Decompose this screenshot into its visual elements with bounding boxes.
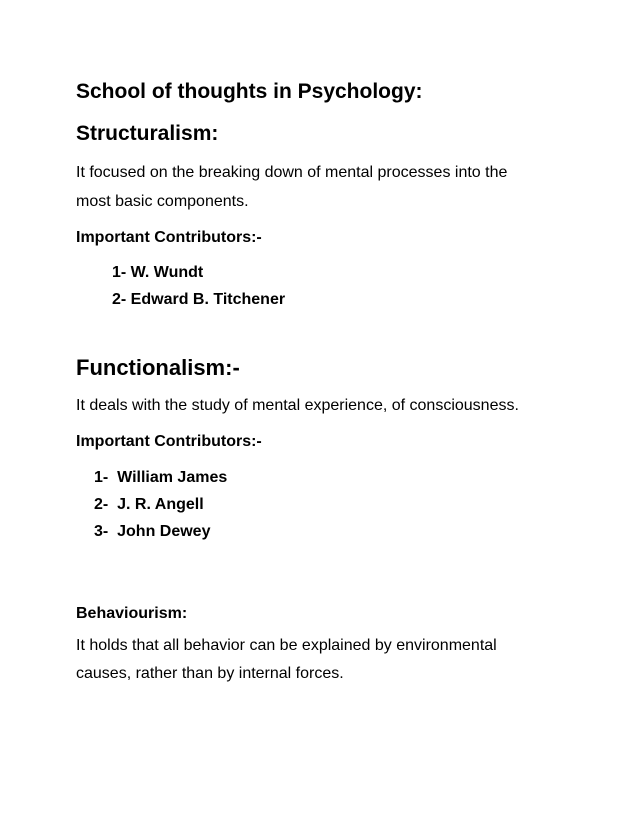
functionalism-heading: Functionalism:- bbox=[76, 355, 240, 380]
structuralism-contributor-item: 2- Edward B. Titchener bbox=[112, 291, 286, 308]
structuralism-description-line-2: most basic components. bbox=[76, 193, 249, 210]
functionalism-description: It deals with the study of mental experience, of consciousness. bbox=[76, 397, 519, 414]
behaviourism-description-line-1: It holds that all behavior can be explained by environmental bbox=[76, 637, 497, 654]
structuralism-contributor-item: 1- W. Wundt bbox=[112, 264, 204, 281]
behaviourism-heading: Behaviourism: bbox=[76, 605, 188, 622]
functionalism-contributors-label: Important Contributors:- bbox=[76, 433, 262, 450]
structuralism-contributors-label: Important Contributors:- bbox=[76, 229, 262, 246]
structuralism-heading: Structuralism: bbox=[76, 122, 219, 145]
behaviourism-description-line-2: causes, rather than by internal forces. bbox=[76, 665, 344, 682]
functionalism-contributor-item: 2- J. R. Angell bbox=[94, 496, 204, 513]
structuralism-description-line-1: It focused on the breaking down of mental processes into the bbox=[76, 164, 508, 181]
functionalism-contributor-item: 3- John Dewey bbox=[94, 523, 211, 540]
functionalism-contributor-item: 1- William James bbox=[94, 469, 228, 486]
page-title: School of thoughts in Psychology: bbox=[76, 80, 423, 103]
